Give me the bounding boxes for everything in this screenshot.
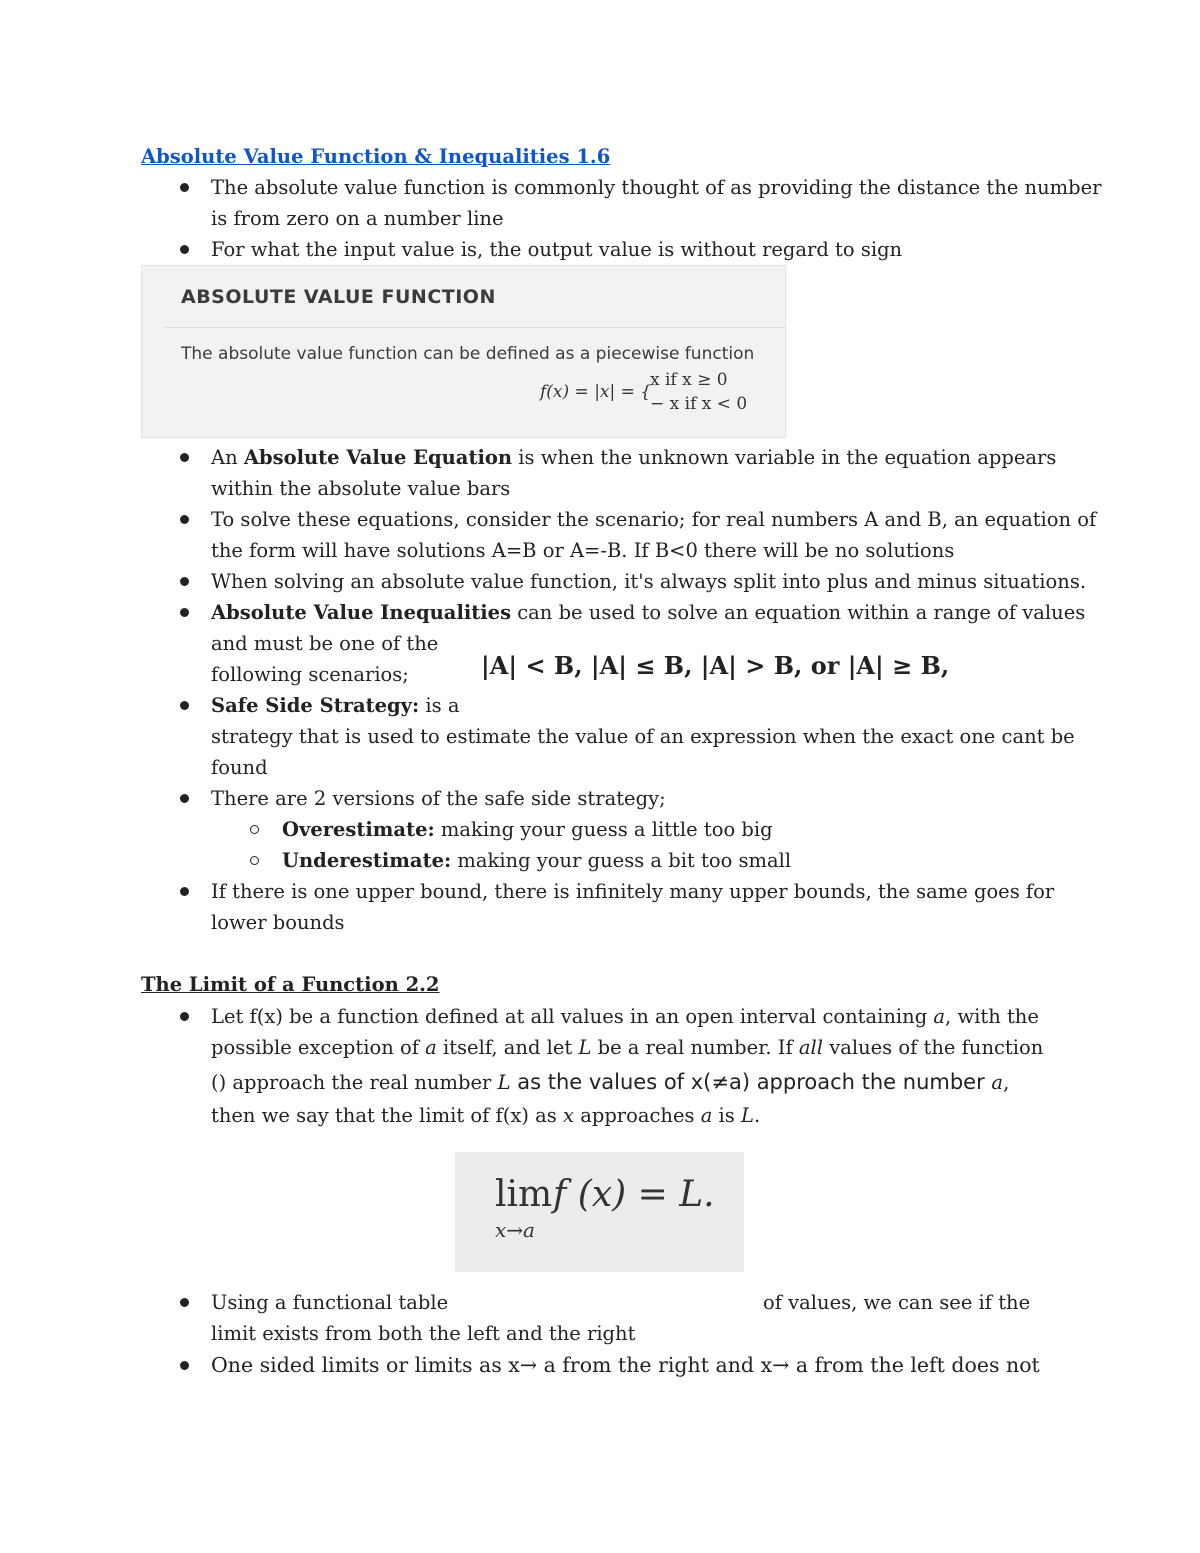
paragraph-line: is from zero on a number line [211,207,504,230]
bullet-icon [180,608,189,617]
text-run: , [1003,1071,1010,1094]
bold-term: Underestimate: [282,849,452,872]
paragraph-line: the form will have solutions A=B or A=-B. If B<0 there will be no solutions [211,539,955,562]
bullet-icon [180,183,189,192]
paragraph-line: One sided limits or limits as x→ a from the right and x→ a from the left does not [211,1353,1040,1377]
paragraph-line: lower bounds [211,911,345,934]
paragraph-line: strategy that is used to estimate the value of an expression when the exact one cant be [211,725,1075,748]
text-run: . [753,1104,761,1127]
paragraph-line [282,814,773,845]
text-run: is a [419,694,460,717]
paragraph-line [282,845,791,876]
bullet-icon [180,1012,189,1021]
paragraph-line [211,1032,1043,1063]
paragraph-line [211,690,459,721]
text-run: making your guess a little too big [434,818,773,841]
text-run: is [712,1104,741,1127]
paragraph-line: limit exists from both the left and the right [211,1322,636,1345]
piecewise-case-1: x if x ≥ 0 [650,370,728,390]
bullet-icon [180,453,189,462]
text-run: is when the unknown variable in the equation appears [512,446,1057,469]
limit-formula-figure [455,1152,744,1272]
bold-term: Safe Side Strategy: [211,694,420,717]
bullet-icon [180,887,189,896]
bullet-icon [180,245,189,254]
text-run: making your guess a bit too small [451,849,792,872]
figure-title: ABSOLUTE VALUE FUNCTION [181,286,496,308]
text-run: , with the [945,1005,1039,1028]
math-var: a [700,1104,713,1127]
paragraph-line [211,597,1085,628]
bullet-icon [180,1361,189,1370]
absolute-value-definition-figure [141,265,786,438]
text-run: then we say that the limit of f(x) as [211,1104,564,1127]
math-glyph: () [211,1071,227,1094]
math-var: L [497,1071,511,1094]
limit-subscript: x→a [495,1218,535,1242]
bullet-icon [180,515,189,524]
paragraph-line [211,442,1056,473]
paragraph-line: There are 2 versions of the safe side strategy; [211,787,666,810]
text-run: can be used to solve an equation within a range of values [511,601,1086,624]
bullet-icon [180,794,189,803]
limit-expression: f (x) = L. [553,1174,715,1215]
bold-term: Absolute Value Inequalities [211,601,512,624]
paragraph-line: If there is one upper bound, there is infinitely many upper bounds, the same goes for [211,880,1055,903]
sub-bullet-icon [250,856,259,865]
math-var: a [991,1071,1004,1094]
paragraph-line [211,1001,1039,1032]
text-run: approach the real number [226,1071,498,1094]
limit-lim: lim [495,1174,553,1215]
math-var: L [741,1104,754,1127]
paragraph-line [211,1067,1009,1098]
figure-divider [164,327,785,328]
text-run: itself, and let [436,1036,579,1059]
paragraph-line: of values, we can see if the [763,1291,1031,1314]
paragraph-line: When solving an absolute value function, it's always split into plus and minus situations. [211,570,1087,593]
bullet-icon [180,1298,189,1307]
paragraph-line: The absolute value function is commonly thought of as providing the distance the number [211,176,1102,199]
text-run: approaches [574,1104,701,1127]
paragraph-line: Using a functional table [211,1291,449,1314]
math-var: x [563,1104,575,1127]
paragraph-line: following scenarios; [211,663,409,686]
math-var: L [578,1036,592,1059]
bold-term: Absolute Value Equation [243,446,513,469]
text-run: as the values of x(≠a) approach the number [510,1070,992,1094]
paragraph-line: To solve these equations, consider the scenario; for real numbers A and B, an equation of [211,508,1097,531]
italic-word: all [798,1036,823,1059]
paragraph-line: within the absolute value bars [211,477,511,500]
bold-term: Overestimate: [282,818,435,841]
paragraph-line: found [211,756,268,779]
inequality-scenarios: |A| < B, |A| ≤ B, |A| > B, or |A| ≥ B, [481,651,950,680]
figure-body: The absolute value function can be defined as a piecewise function [181,344,755,364]
piecewise-case-2: − x if x < 0 [650,394,748,414]
text-run: possible exception of [211,1036,426,1059]
piecewise-formula-left: f(x) = |x| = { [540,382,652,402]
sub-bullet-icon [250,825,259,834]
math-var: a [933,1005,946,1028]
paragraph-line: For what the input value is, the output value is without regard to sign [211,238,903,261]
text-run: be a real number. If [591,1036,799,1059]
paragraph-line: and must be one of the [211,632,439,655]
math-var: a [425,1036,437,1059]
text-run: An [211,446,244,469]
paragraph-line [211,1100,760,1131]
text-run: Let f(x) be a function defined at all values in an open interval containing [211,1005,934,1028]
section-heading-limit: The Limit of a Function 2.2 [141,973,440,996]
text-run: values of the function [823,1036,1044,1059]
section-heading-absolute-value[interactable]: Absolute Value Function & Inequalities 1.6 [141,145,611,168]
bullet-icon [180,577,189,586]
bullet-icon [180,701,189,710]
